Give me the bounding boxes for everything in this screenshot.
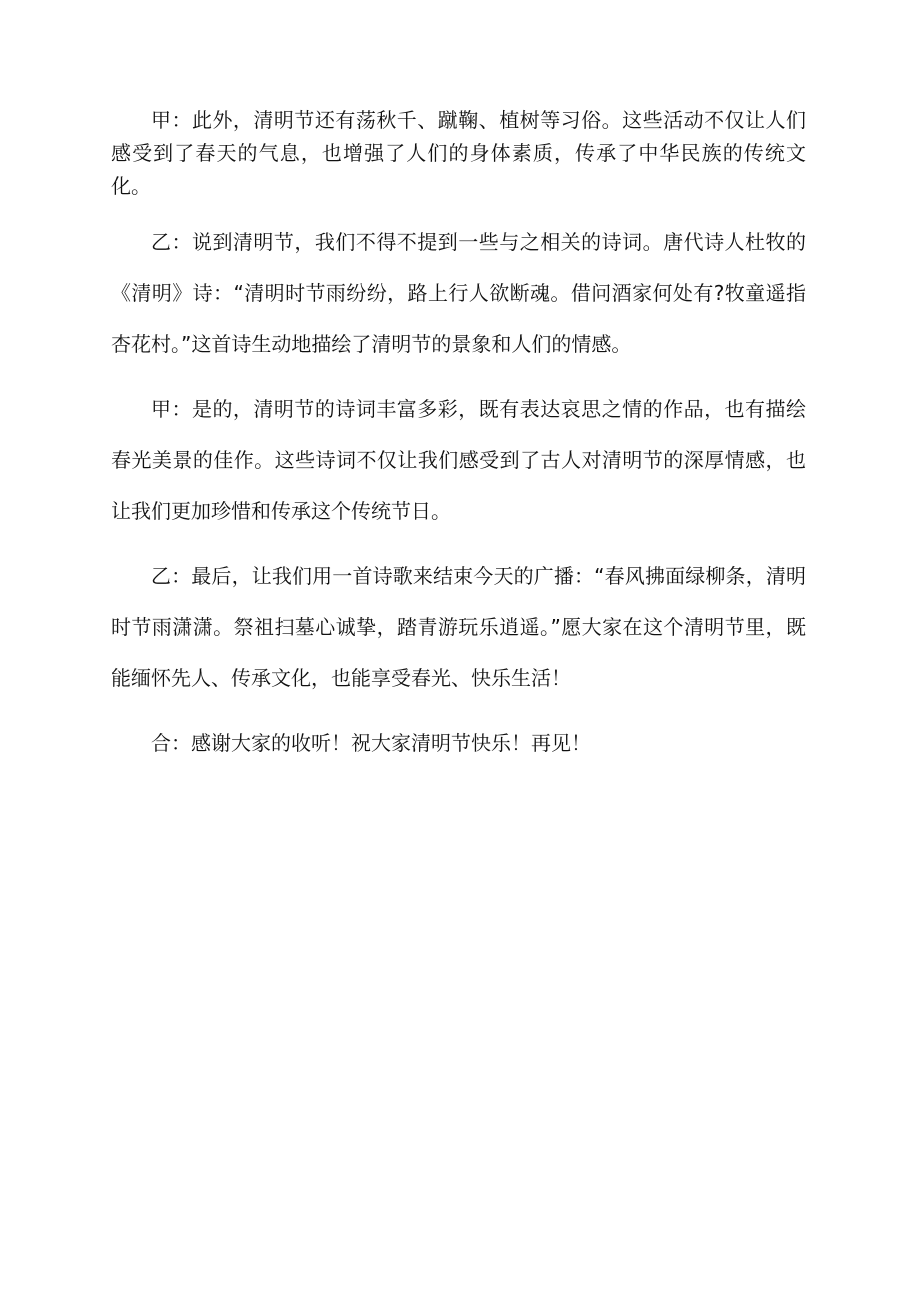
document-body (111, 104, 806, 783)
paragraph-he-farewell: 合：感谢大家的收听！祝大家清明节快乐！再见！ (151, 731, 591, 755)
paragraph-jia-customs: 甲：此外，清明节还有荡秋千、蹴鞠、植树等习俗。这些活动不仅让人们感受到了春天的气息，也增强了人们的身体素质，传承了中华民族的传统文化。 (111, 108, 806, 198)
paragraph-yi-closing-poem: 乙：最后，让我们用一首诗歌来结束今天的广播：“春风拂面绿柳条，清明时节雨潇潇。祭祖扫墓心诚挚，踏青游玩乐逍遥。”愿大家在这个清明节里，既能缅怀先人、传承文化，也能享受春光、快乐生活！ (111, 564, 806, 690)
paragraph-yi-poem: 乙：说到清明节，我们不得不提到一些与之相关的诗词。唐代诗人杜牧的《清明》诗：“清明时节雨纷纷，路上行人欲断魂。借问酒家何处有?牧童遥指杏花村。”这首诗生动地描绘了清明节的景象和人们的情感。 (111, 230, 806, 356)
paragraph-jia-poetry: 甲：是的，清明节的诗词丰富多彩，既有表达哀思之情的作品，也有描绘春光美景的佳作。这些诗词不仅让我们感受到了古人对清明节的深厚情感，也让我们更加珍惜和传承这个传统节日。 (111, 397, 806, 523)
